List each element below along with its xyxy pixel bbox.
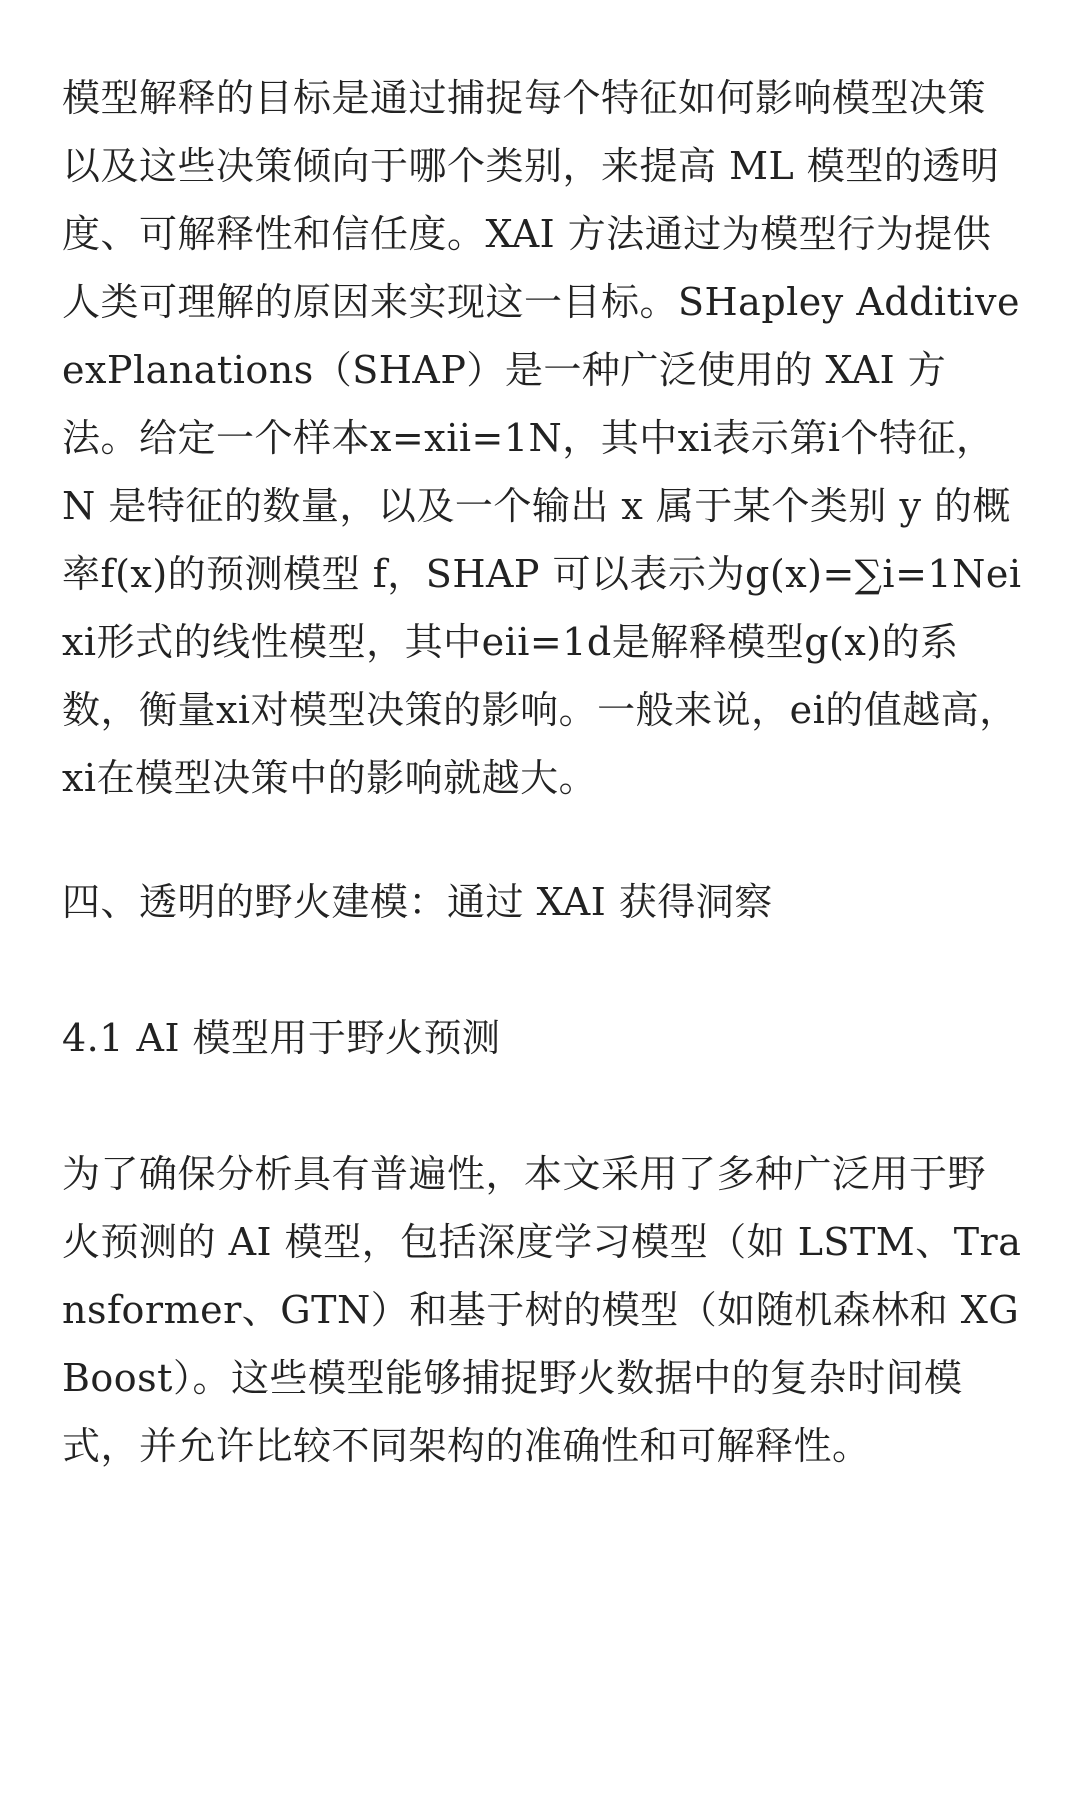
subsection-heading: 4.1 AI 模型用于野火预测	[62, 1016, 501, 1060]
paragraph-shap-intro: 模型解释的目标是通过捕捉每个特征如何影响模型决策以及这些决策倾向于哪个类别，来提高 ML 模型的透明度、可解释性和信任度。XAI 方法通过为模型行为提供人类可理解的原因来实现这一目标。SHapley Additive exPlanations（SHAP）是一种广泛使用的 XAI 方法。给定一个样本x=xii=1N，其中xi表示第i个特征，N 是特征的数量，以及一个输出 x 属于某个类别 y 的概率f(x)的预测模型 f，SHAP 可以表示为g(x)=∑i=1Neixi形式的线性模型，其中eii=1d是解释模型g(x)的系数，衡量xi对模型决策的影响。一般来说，ei的值越高，xi在模型决策中的影响就越大。	[62, 76, 1022, 800]
section-heading: 四、透明的野火建模：通过 XAI 获得洞察	[62, 880, 773, 924]
article-body	[62, 64, 1022, 1480]
paragraph-models: 为了确保分析具有普遍性，本文采用了多种广泛用于野火预测的 AI 模型，包括深度学习模型（如 LSTM、Transformer、GTN）和基于树的模型（如随机森林和 XGBoost）。这些模型能够捕捉野火数据中的复杂时间模式，并允许比较不同架构的准确性和可解释性。	[62, 1152, 1022, 1468]
